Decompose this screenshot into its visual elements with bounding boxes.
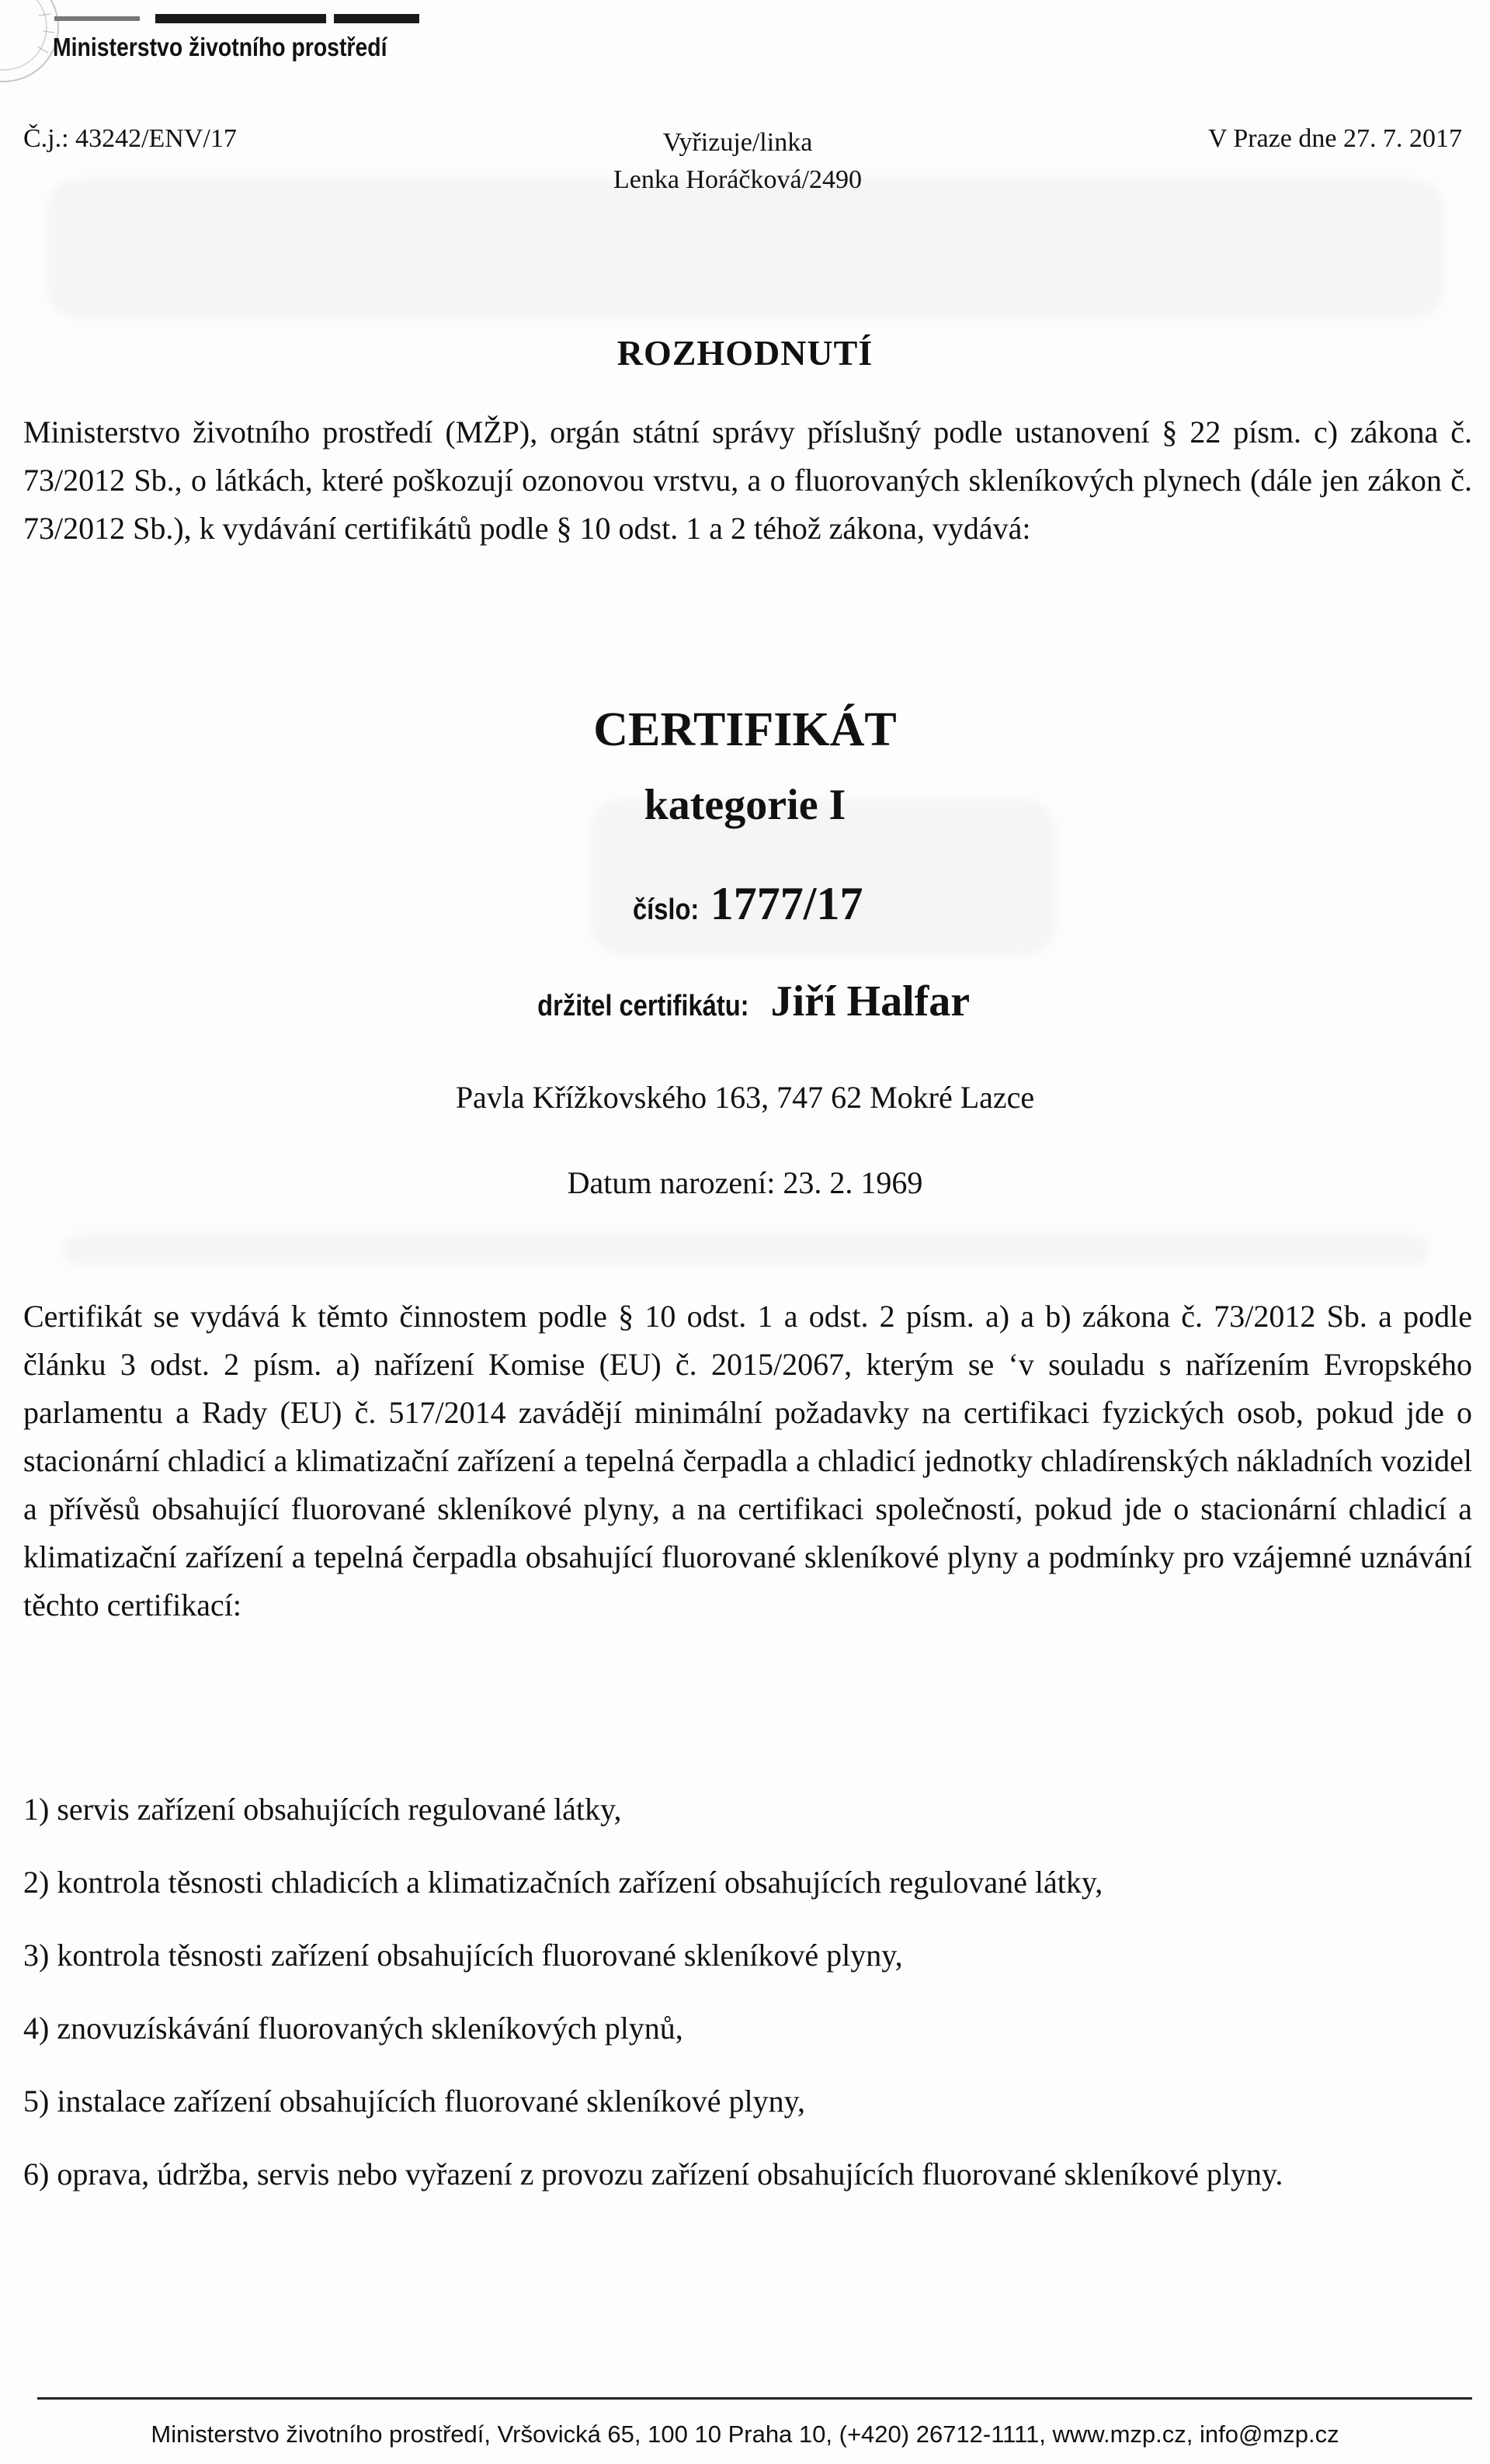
handler-label: Vyřizuje/linka xyxy=(662,128,813,157)
handler-name: Lenka Horáčková/2490 xyxy=(613,165,863,194)
intro-paragraph: Ministerstvo životního prostředí (MŽP), orgán státní správy příslušný podle ustanovení § 22 písm. c) zákona č. 73/2012 Sb., o látkách, které poškozují ozonovou vrstvu, a o fluorovaných skleníkových plynech (dále jen zákon č. 73/2012 Sb.), k vydávání certifikátů podle § 10 odst. 1 a 2 téhož zákona, vydává: xyxy=(23,415,1472,546)
list-item: 2) kontrola těsnosti chladicích a klimatizačních zařízení obsahujících regulované látky, xyxy=(23,1865,1103,1900)
ministry-logo xyxy=(54,14,419,23)
list-item: 3) kontrola těsnosti zařízení obsahujících fluorované skleníkové plyny, xyxy=(23,1938,903,1973)
handler-block xyxy=(613,124,862,199)
activity-list xyxy=(23,1786,1472,2199)
scan-smudge xyxy=(47,179,1444,318)
holder-label: držitel certifikátu: xyxy=(537,990,749,1022)
list-item: 6) oprava, údržba, servis nebo vyřazení z provozu zařízení obsahujících fluorované skleníkové plyny. xyxy=(23,2157,1283,2192)
place-date: V Praze dne 27. 7. 2017 xyxy=(1207,124,1462,153)
document-title: ROZHODNUTÍ xyxy=(616,333,874,373)
footer-divider xyxy=(37,2397,1472,2400)
birth-date-label: Datum narození: xyxy=(567,1165,776,1200)
scan-smudge xyxy=(62,1234,1429,1265)
list-item: 1) servis zařízení obsahujících regulované látky, xyxy=(23,1792,622,1827)
list-item: 4) znovuzískávání fluorovaných skleníkových plynů, xyxy=(23,2011,683,2046)
holder-address: Pavla Křížkovského 163, 747 62 Mokré Lazce xyxy=(455,1080,1035,1115)
certificate-category: kategorie I xyxy=(644,781,846,829)
birth-date-row xyxy=(0,1164,1490,1201)
ministry-name: Ministerstvo životního prostředí xyxy=(53,33,387,61)
certificate-number-value: 1777/17 xyxy=(710,878,863,929)
activities-paragraph: Certifikát se vydává k těmto činnostem podle § 10 odst. 1 a odst. 2 písm. a) a b) zákona č. 73/2012 Sb. a podle článku 3 odst. 2 písm. a) nařízení Komise (EU) č. 2015/2067, kterým se ‘v souladu s nařízením Evropského parlamentu a Rady (EU) č. 517/2014 zavádějí minimální požadavky na certifikaci fyzických osob, pokud jde o stacionární chladicí a klimatizační zařízení a tepelná čerpadla a chladicí jednotky chladírenských nákladních vozidel a přívěsů obsahující fluorované skleníkové plyny, a na certifikaci společností, pokud jde o stacionární chladicí a klimatizační zařízení a tepelná čerpadla obsahující fluorované skleníkové plyny a podmínky pro vzájemné uznávání těchto certifikací: xyxy=(23,1299,1472,1622)
certificate-holder-row xyxy=(0,977,1490,1026)
birth-date-value: 23. 2. 1969 xyxy=(783,1165,923,1200)
certificate-title: CERTIFIKÁT xyxy=(593,703,897,756)
certificate-number-row xyxy=(0,877,1490,931)
certificate-number-label: číslo: xyxy=(632,894,699,926)
holder-name: Jiří Halfar xyxy=(770,977,971,1026)
list-item: 5) instalace zařízení obsahujících fluorované skleníkové plyny, xyxy=(23,2084,806,2119)
footer-contact: Ministerstvo životního prostředí, Vršovická 65, 100 10 Praha 10, (+420) 26712-1111, www.mzp.cz, info@mzp.cz xyxy=(151,2421,1339,2448)
reference-number: Č.j.: 43242/ENV/17 xyxy=(23,124,237,153)
